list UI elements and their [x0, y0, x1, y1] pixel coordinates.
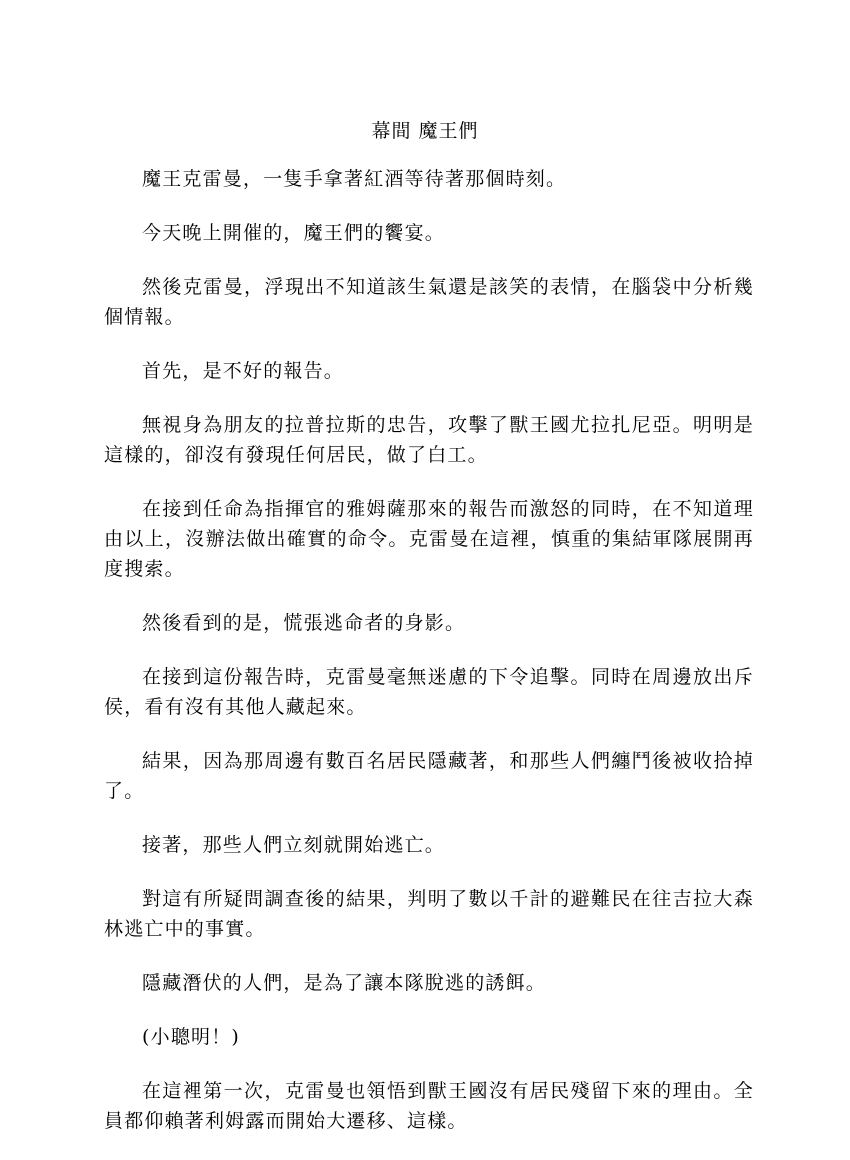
chapter-title: 幕間 魔王們 [371, 120, 479, 142]
paragraph: 在這裡第一次，克雷曼也領悟到獸王國沒有居民殘留下來的理由。全員都仰賴著利姆露而開始大遷移、這樣。 [104, 1080, 754, 1132]
paragraph: 接著，那些人們立刻就開始逃亡。 [142, 834, 446, 856]
paragraph: 今天晚上開催的，魔王們的饗宴。 [142, 222, 446, 244]
paragraph: 結果，因為那周邊有數百名居民隱藏著，和那些人們纏鬥後被收拾掉了。 [104, 750, 754, 802]
paragraph: 然後克雷曼，浮現出不知道該生氣還是該笑的表情，在腦袋中分析幾個情報。 [104, 276, 754, 328]
paragraph: 無視身為朋友的拉普拉斯的忠告，攻擊了獸王國尤拉扎尼亞。明明是這樣的，卻沒有發現任何居民，做了白工。 [104, 414, 754, 466]
paragraph: 首先，是不好的報告。 [142, 360, 345, 382]
paragraph: 在接到任命為指揮官的雅姆薩那來的報告而激怒的同時，在不知道理由以上，沒辦法做出確實的命令。克雷曼在這裡，慎重的集結軍隊展開再度搜索。 [104, 498, 754, 580]
paragraph: (小聰明！) [142, 1026, 241, 1048]
paragraph: 對這有所疑問調查後的結果，判明了數以千計的避難民在往吉拉大森林逃亡中的事實。 [104, 888, 754, 940]
paragraph: 魔王克雷曼，一隻手拿著紅酒等待著那個時刻。 [142, 168, 567, 190]
paragraph: 在接到這份報告時，克雷曼毫無迷慮的下令追擊。同時在周邊放出斥侯，看有沒有其他人藏起來。 [104, 666, 754, 718]
document-body [104, 164, 754, 1160]
paragraph: 隱藏潛伏的人們，是為了讓本隊脫逃的誘餌。 [142, 972, 547, 994]
paragraph: 然後看到的是，慌張逃命者的身影。 [142, 612, 466, 634]
